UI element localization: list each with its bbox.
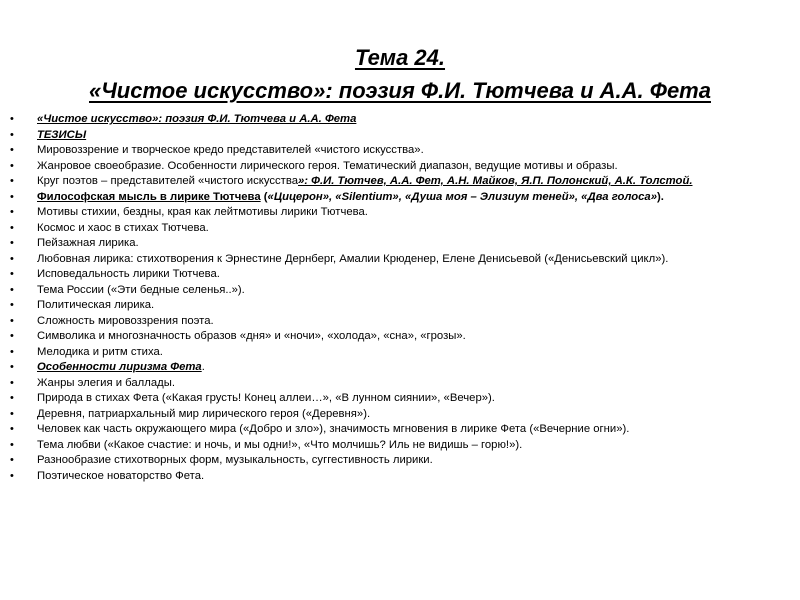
list-item	[10, 454, 772, 467]
list-item-text: Космос и хаос в стихах Тютчева.	[37, 221, 209, 234]
list-item-text: Символика и многозначность образов «дня» и «ночи», «холода», «сна», «грозы».	[37, 330, 466, 342]
list-item	[10, 113, 772, 126]
list-item-text: .	[201, 361, 205, 373]
list-item-text: Политическая лирика.	[37, 299, 155, 311]
list-item-text: Природа в стихах Фета («Какая грусть! Конец аллеи…», «В лунном сиянии», «Вечер»).	[37, 392, 495, 404]
list-item	[10, 284, 772, 297]
list-item-text: ).	[656, 190, 664, 203]
list-item	[10, 439, 772, 452]
slide-title-line-2: «Чистое искусство»: поэзия Ф.И. Тютчева и А.А. Фета	[89, 78, 711, 103]
list-item-text: (	[260, 190, 268, 203]
list-item-text: Мировоззрение и творческое кредо представителей «чистого искусства».	[37, 144, 424, 156]
list-item-text: ТЕЗИСЫ	[37, 128, 87, 141]
list-item	[10, 470, 772, 483]
list-item	[10, 361, 772, 374]
list-item-text: Мелодика и ритм стиха.	[37, 345, 163, 358]
slide-title-line-1: Тема 24.	[354, 45, 446, 70]
list-item	[10, 408, 772, 421]
list-item-text: Деревня, патриархальный мир лирического героя («Деревня»).	[37, 407, 371, 420]
list-item	[10, 299, 772, 312]
list-item	[10, 423, 772, 436]
list-item	[10, 144, 772, 157]
list-item	[10, 237, 772, 250]
list-item	[10, 315, 772, 328]
list-item	[10, 129, 772, 142]
list-item	[10, 222, 772, 235]
list-item-text: Мотивы стихии, бездны, края как лейтмотивы лирики Тютчева.	[37, 206, 368, 218]
list-item-text: Сложность мировоззрения поэта.	[37, 314, 214, 327]
thesis-list	[10, 113, 772, 485]
list-item-text: Пейзажная лирика.	[37, 237, 139, 249]
list-item-text: Исповедальность лирики Тютчева.	[37, 268, 220, 280]
list-item	[10, 346, 772, 359]
list-item-text: «Цицерон», «Silentium», «Душа моя – Элизиум теней», «Два голоса»	[267, 190, 657, 203]
list-item-text: «Чистое искусство»: поэзия Ф.И. Тютчева и А.А. Фета	[37, 113, 357, 125]
list-item	[10, 175, 772, 188]
list-item-text: Особенности лиризма Фета	[37, 361, 202, 373]
list-item	[10, 191, 772, 204]
list-item	[10, 377, 772, 390]
list-item	[10, 160, 772, 173]
list-item-text: Человек как часть окружающего мира («Добро и зло»), значимость мгновения в лирике Фета («Вечерние огни»).	[37, 423, 630, 435]
list-item	[10, 253, 772, 266]
list-item-text: Разнообразие стихотворных форм, музыкальность, суггестивность лирики.	[37, 454, 433, 466]
list-item-text: Круг поэтов – представителей «чистого искусства	[37, 175, 298, 187]
list-item	[10, 392, 772, 405]
list-item-text: »: Ф.И. Тютчев, А.А. Фет, А.Н. Майков, Я.П. Полонский, А.К. Толстой.	[297, 175, 693, 187]
list-item-text: Тема любви («Какое счастие: и ночь, и мы одни!», «Что молчишь? Иль не видишь – горю!»).	[37, 438, 523, 451]
list-item-text: Жанровое своеобразие. Особенности лирического героя. Тематический диапазон, ведущие мотивы и образы.	[37, 159, 618, 172]
list-item	[10, 268, 772, 281]
list-item	[10, 206, 772, 219]
list-item-text: Поэтическое новаторство Фета.	[37, 469, 205, 482]
list-item-text: Любовная лирика: стихотворения к Эрнестине Дернберг, Амалии Крюденер, Елене Денисьевой («Денисьевский цикл»).	[37, 252, 669, 265]
list-item-text: Жанры элегия и баллады.	[37, 376, 175, 389]
list-item-text: Философская мысль в лирике Тютчева	[37, 190, 261, 203]
list-item-text: Тема России («Эти бедные селенья..»).	[37, 283, 245, 296]
list-item	[10, 330, 772, 343]
